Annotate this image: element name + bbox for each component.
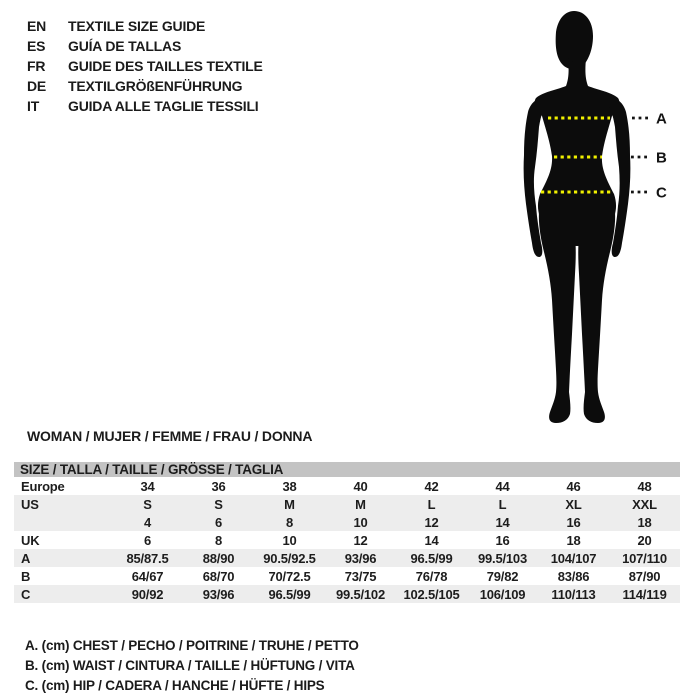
table-cell: 64/67	[131, 568, 164, 584]
language-title-block	[27, 16, 263, 116]
table-cell: 34	[140, 478, 155, 494]
table-cell: 114/119	[609, 585, 680, 603]
table-cell: 12	[396, 513, 467, 531]
left-leg-silhouette	[539, 198, 576, 423]
row-label: Europe	[21, 478, 65, 494]
table-cell: 4	[112, 513, 183, 531]
table-cell: 87/90	[628, 568, 661, 584]
table-cell: 76/78	[415, 568, 448, 584]
table-cell: 102.5/105	[396, 585, 467, 603]
table-row-us-numeric	[14, 513, 680, 531]
table-cell: 99.5/103	[467, 549, 538, 567]
table-cell: M	[325, 495, 396, 513]
table-cell: S	[183, 495, 254, 513]
legend-item-hip: C. (cm) HIP / CADERA / HANCHE / HÜFTE / HIPS	[25, 678, 325, 693]
table-row-us-letter	[14, 495, 680, 513]
table-cell: 6	[143, 532, 152, 548]
language-code: FR	[27, 58, 46, 74]
marker-label-b: B	[656, 149, 667, 167]
guide-title: GUIDE DES TAILLES TEXTILE	[68, 58, 263, 74]
table-header-row	[14, 462, 680, 477]
table-row-europe	[14, 477, 680, 495]
table-cell: 14	[467, 513, 538, 531]
row-label: B	[21, 568, 31, 584]
legend-item-chest: A. (cm) CHEST / PECHO / POITRINE / TRUHE / PETTO	[25, 638, 359, 653]
language-code: IT	[27, 98, 40, 114]
table-cell: 88/90	[183, 549, 254, 567]
row-label	[14, 513, 112, 531]
table-cell: XL	[538, 495, 609, 513]
table-cell: 18	[609, 513, 680, 531]
language-row	[27, 16, 263, 36]
guide-title: TEXTILGRÖßENFÜHRUNG	[68, 78, 243, 94]
table-row-uk	[14, 531, 680, 549]
table-row-hip	[14, 585, 680, 603]
right-leg-silhouette	[578, 198, 615, 423]
table-cell: M	[254, 495, 325, 513]
woman-silhouette-figure	[470, 0, 700, 430]
table-cell: 90.5/92.5	[254, 549, 325, 567]
language-row	[27, 56, 263, 76]
size-table-header: SIZE / TALLA / TAILLE / GRÖSSE / TAGLIA	[14, 462, 680, 477]
table-cell: S	[112, 495, 183, 513]
table-cell: 12	[353, 532, 368, 548]
language-code: DE	[27, 78, 47, 94]
table-cell: 104/107	[538, 549, 609, 567]
legend-item-waist: B. (cm) WAIST / CINTURA / TAILLE / HÜFTUNG / VITA	[25, 658, 355, 673]
language-row	[27, 96, 263, 116]
table-cell: 70/72.5	[268, 568, 311, 584]
size-table	[14, 462, 680, 603]
language-row	[27, 76, 263, 96]
table-cell: 96.5/99	[254, 585, 325, 603]
table-cell: XXL	[609, 495, 680, 513]
table-cell: 46	[566, 478, 581, 494]
table-cell: 44	[495, 478, 510, 494]
table-cell: 36	[211, 478, 226, 494]
table-cell: 16	[538, 513, 609, 531]
row-label: A	[14, 549, 112, 567]
table-cell: 68/70	[202, 568, 235, 584]
row-label: US	[14, 495, 112, 513]
guide-title: TEXTILE SIZE GUIDE	[68, 18, 206, 34]
table-cell: 110/113	[538, 585, 609, 603]
row-label: C	[14, 585, 112, 603]
table-cell: 42	[424, 478, 439, 494]
table-cell: 83/86	[557, 568, 590, 584]
table-cell: 10	[325, 513, 396, 531]
table-cell: 79/82	[486, 568, 519, 584]
row-label: UK	[21, 532, 40, 548]
table-cell: 38	[282, 478, 297, 494]
marker-label-a: A	[656, 110, 667, 128]
table-cell: 40	[353, 478, 368, 494]
table-cell: 14	[424, 532, 439, 548]
table-row-waist	[14, 567, 680, 585]
body-silhouette	[524, 11, 631, 423]
guide-title: GUÍA DE TALLAS	[68, 38, 182, 54]
table-cell: 8	[254, 513, 325, 531]
table-cell: 6	[183, 513, 254, 531]
language-row	[27, 36, 263, 56]
table-cell: 93/96	[183, 585, 254, 603]
table-cell: 85/87.5	[112, 549, 183, 567]
table-cell: 96.5/99	[396, 549, 467, 567]
table-cell: 48	[637, 478, 652, 494]
table-cell: 16	[495, 532, 510, 548]
table-cell: L	[396, 495, 467, 513]
table-cell: 8	[214, 532, 223, 548]
marker-label-c: C	[656, 184, 667, 202]
table-cell: 99.5/102	[325, 585, 396, 603]
table-cell: 73/75	[344, 568, 377, 584]
table-row-chest	[14, 549, 680, 567]
table-cell: 107/110	[609, 549, 680, 567]
head-silhouette	[556, 11, 593, 69]
guide-title: GUIDA ALLE TAGLIE TESSILI	[68, 98, 259, 114]
language-code: EN	[27, 18, 47, 34]
language-code: ES	[27, 38, 46, 54]
table-cell: 10	[282, 532, 297, 548]
table-cell: 106/109	[467, 585, 538, 603]
table-cell: L	[467, 495, 538, 513]
table-cell: 93/96	[325, 549, 396, 567]
table-cell: 90/92	[112, 585, 183, 603]
gender-section-title: WOMAN / MUJER / FEMME / FRAU / DONNA	[27, 428, 313, 444]
table-cell: 20	[637, 532, 652, 548]
measurement-legend	[25, 636, 359, 696]
table-cell: 18	[566, 532, 581, 548]
